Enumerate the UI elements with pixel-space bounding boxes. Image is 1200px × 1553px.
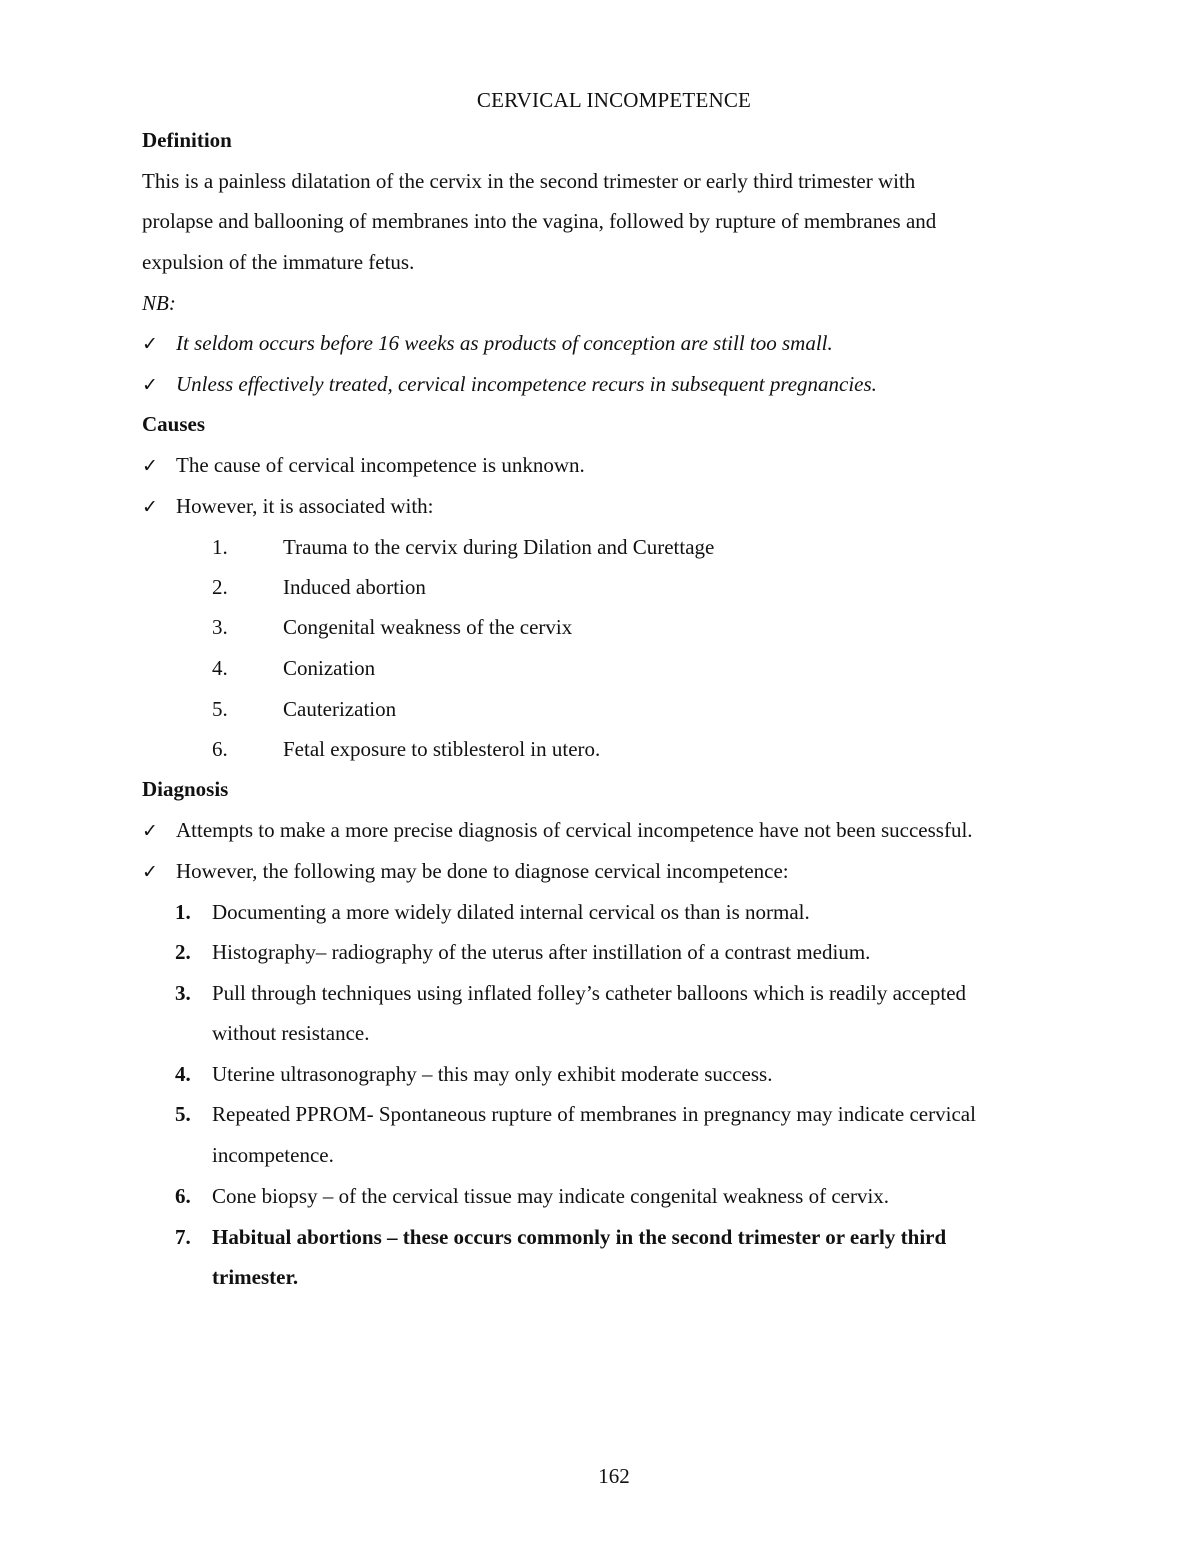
cause-item: Trauma to the cervix during Dilation and Curettage xyxy=(283,535,715,559)
checkmark-icon: ✓ xyxy=(142,455,158,477)
definition-line: This is a painless dilatation of the cervix in the second trimester or early third trimester with xyxy=(142,169,916,193)
checkmark-icon: ✓ xyxy=(142,374,158,396)
definition-line: prolapse and ballooning of membranes into the vagina, followed by rupture of membranes and xyxy=(142,209,937,233)
diagnosis-item: Documenting a more widely dilated internal cervical os than is normal. xyxy=(212,900,810,924)
diagnosis-number: 6. xyxy=(175,1184,191,1208)
causes-heading: Causes xyxy=(142,412,206,436)
diagnosis-number: 3. xyxy=(175,981,191,1005)
diagnosis-number: 5. xyxy=(175,1102,191,1126)
diagnosis-item: Uterine ultrasonography – this may only exhibit moderate success. xyxy=(212,1062,773,1086)
diagnosis-item: Histography– radiography of the uterus after instillation of a contrast medium. xyxy=(212,940,871,964)
cause-number: 3. xyxy=(212,615,228,639)
checkmark-icon: ✓ xyxy=(142,861,158,883)
diagnosis-item-continued: trimester. xyxy=(212,1265,299,1289)
diagnosis-number: 2. xyxy=(175,940,191,964)
definition-heading: Definition xyxy=(142,128,232,152)
cause-item: Induced abortion xyxy=(283,575,426,599)
checkmark-icon: ✓ xyxy=(142,333,158,355)
diagnosis-bullet: However, the following may be done to diagnose cervical incompetence: xyxy=(176,859,789,883)
diagnosis-item: Cone biopsy – of the cervical tissue may indicate congenital weakness of cervix. xyxy=(212,1184,890,1208)
nb-label: NB: xyxy=(142,291,176,315)
checkmark-icon: ✓ xyxy=(142,820,158,842)
diagnosis-item: Repeated PPROM- Spontaneous rupture of membranes in pregnancy may indicate cervical xyxy=(212,1102,976,1126)
cause-number: 2. xyxy=(212,575,228,599)
cause-number: 6. xyxy=(212,737,228,761)
diagnosis-heading: Diagnosis xyxy=(142,777,229,801)
nb-item: It seldom occurs before 16 weeks as products of conception are still too small. xyxy=(176,331,833,355)
diagnosis-item: Pull through techniques using inflated folley’s catheter balloons which is readily accepted xyxy=(212,981,967,1005)
page-number: 162 xyxy=(598,1464,630,1488)
diagnosis-number: 7. xyxy=(175,1225,191,1249)
cause-item: Cauterization xyxy=(283,697,397,721)
cause-item: Fetal exposure to stiblesterol in utero. xyxy=(283,737,601,761)
diagnosis-item-continued: without resistance. xyxy=(212,1021,370,1045)
cause-number: 4. xyxy=(212,656,228,680)
cause-number: 5. xyxy=(212,697,228,721)
causes-bullet: The cause of cervical incompetence is unknown. xyxy=(176,453,585,477)
cause-item: Congenital weakness of the cervix xyxy=(283,615,573,639)
diagnosis-number: 4. xyxy=(175,1062,191,1086)
diagnosis-item-continued: incompetence. xyxy=(212,1143,334,1167)
page-title: CERVICAL INCOMPETENCE xyxy=(476,88,752,112)
diagnosis-number: 1. xyxy=(175,900,191,924)
cause-item: Conization xyxy=(283,656,376,680)
causes-bullet: However, it is associated with: xyxy=(176,494,434,518)
cause-number: 1. xyxy=(212,535,228,559)
nb-item: Unless effectively treated, cervical incompetence recurs in subsequent pregnancies. xyxy=(176,372,877,396)
checkmark-icon: ✓ xyxy=(142,496,158,518)
diagnosis-bullet: Attempts to make a more precise diagnosis of cervical incompetence have not been successful. xyxy=(176,818,973,842)
diagnosis-item: Habitual abortions – these occurs commonly in the second trimester or early third xyxy=(212,1225,947,1249)
definition-line: expulsion of the immature fetus. xyxy=(142,250,415,274)
